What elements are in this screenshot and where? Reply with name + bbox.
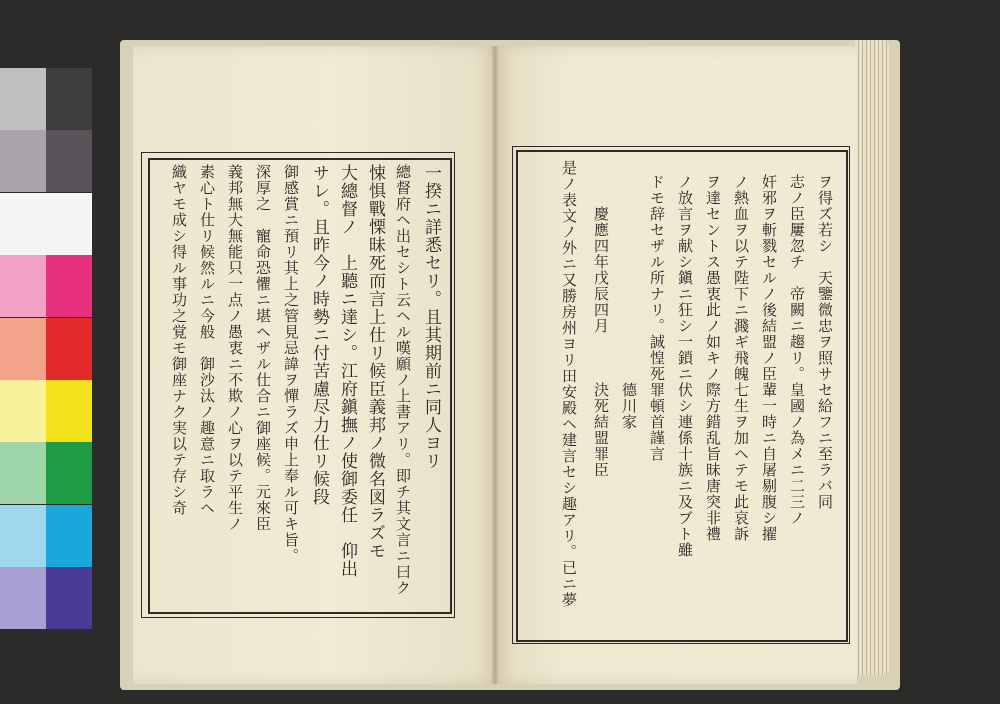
text-column: ヲ得ズ若シ 天鑒微忠ヲ照サセ給フニ至ラバ同 bbox=[816, 174, 834, 510]
color-swatch bbox=[46, 193, 92, 255]
color-swatch bbox=[0, 130, 46, 192]
text-column: 義邦無大無能只一点ノ愚衷ニ不欺ノ心ヲ以テ平生ノ bbox=[226, 164, 244, 532]
text-column: 是ノ表文ノ外ニ又勝房州ヨリ田安殿ヘ建言セシ趣アリ。已ニ夢 bbox=[560, 160, 578, 608]
text-column: サレ。且昨今ノ時勢ニ付苦慮尽力仕リ候段 bbox=[309, 164, 329, 506]
color-swatch bbox=[0, 442, 46, 504]
text-column: 奸邪ヲ斬戮セルノ後結盟ノ臣輩一時ニ自屠剔腹シ擢 bbox=[760, 174, 778, 542]
right-page-text bbox=[518, 152, 844, 636]
color-swatch bbox=[46, 68, 92, 130]
color-swatch bbox=[46, 442, 92, 504]
text-column: 深厚之 寵命恐懼ニ堪ヘザル仕合ニ御座候。元來臣 bbox=[254, 164, 272, 532]
color-swatch bbox=[0, 68, 46, 130]
text-column: 德川家 bbox=[620, 174, 638, 430]
text-column: ヲ達セントス愚衷此ノ如キノ際方錯乱旨昧唐突非禮 bbox=[704, 174, 722, 542]
text-column: 素心ト仕リ候然ルニ今般 御沙汰ノ趣意ニ取ラヘ bbox=[198, 164, 216, 516]
text-column: 志ノ臣屢忽チ 帝闕ニ趨リ。皇國ノ為メニ二三ノ bbox=[788, 174, 806, 526]
text-column: ノ放言ヲ献シ鎭ニ狂シ一鎖ニ伏シ連係十族ニ及ブト雖 bbox=[676, 174, 694, 558]
text-column: 一揆ニ詳悉セリ。且其期前ニ同人ヨリ bbox=[421, 164, 441, 470]
color-swatch bbox=[0, 193, 46, 255]
text-column: 大總督ノ 上聽ニ達シ。江府鎭撫ノ使御委任 仰出 bbox=[337, 164, 357, 578]
color-swatch bbox=[46, 505, 92, 567]
page-edges bbox=[855, 40, 889, 675]
text-column: 織ヤモ成シ得ル事功之覚モ御座ナク実以テ存シ奇 bbox=[170, 164, 188, 516]
color-swatch bbox=[0, 255, 46, 317]
color-swatch bbox=[0, 318, 46, 380]
text-column: 御感賞ニ預リ其上之管見忌諱ヲ憚ラズ申上奉ル可キ旨。 bbox=[282, 164, 300, 564]
left-page-text bbox=[150, 160, 448, 610]
color-swatch bbox=[46, 567, 92, 629]
text-column: 悚惧戰慄昧死而言上仕リ候臣義邦ノ微名図ラズモ bbox=[365, 164, 385, 560]
color-swatch bbox=[46, 380, 92, 442]
book-gutter bbox=[492, 46, 498, 684]
text-column: 慶應四年戊辰四月 決死結盟罪臣 bbox=[592, 174, 610, 478]
color-swatch bbox=[46, 255, 92, 317]
color-swatch bbox=[46, 318, 92, 380]
text-column: ノ熱血ヲ以テ陛下ニ濺ギ飛魄七生ヲ加ヘテモ此哀訴 bbox=[732, 174, 750, 542]
text-column: 總督府ヘ出セシト云ヘル嘆願ノ上書アリ。即チ其文言ニ曰ク bbox=[394, 164, 412, 596]
color-swatch bbox=[0, 505, 46, 567]
color-calibration-chart bbox=[0, 68, 92, 630]
text-column: ドモ辞セザル所ナリ。誠惶死罪頓首謹言 bbox=[648, 174, 666, 462]
color-swatch bbox=[0, 567, 46, 629]
color-swatch bbox=[0, 380, 46, 442]
color-swatch bbox=[46, 130, 92, 192]
